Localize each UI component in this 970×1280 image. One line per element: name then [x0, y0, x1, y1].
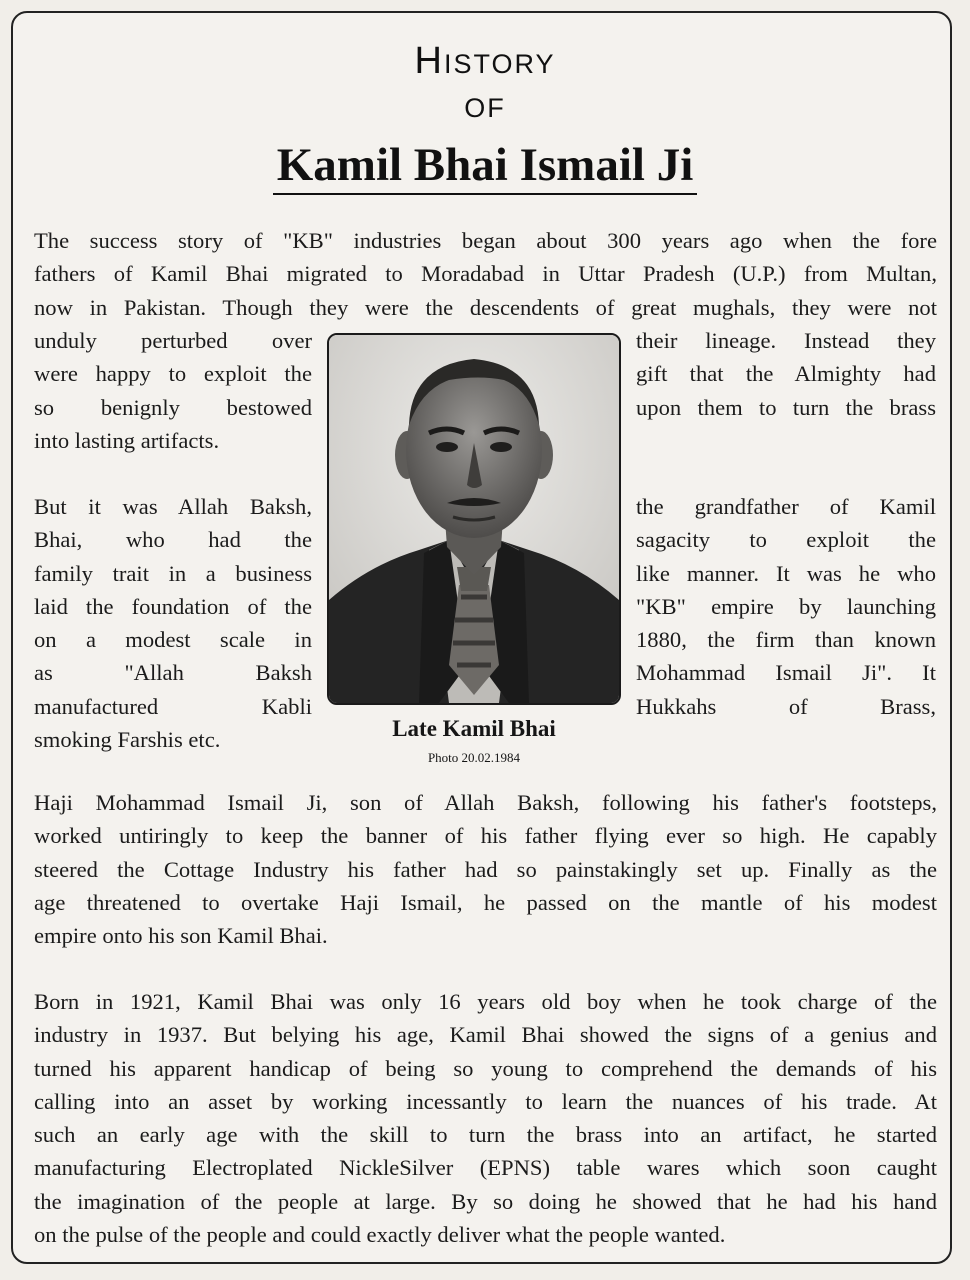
text-line: Haji Mohammad Ismail Ji, son of Allah Baksh, following his father's footsteps, [34, 790, 937, 815]
text-line: steered the Cottage Industry his father had so painstakingly set up. Finally as the [34, 856, 937, 882]
text-line: Mohammad Ismail Ji". It [636, 660, 936, 686]
text-line: calling into an asset by working incessantly to learn the nuances of his trade. At [34, 1088, 937, 1114]
text-line: 1880, the firm than known [636, 627, 936, 653]
text-line: such an early age with the skill to turn the brass into an artifact, he started [34, 1122, 937, 1148]
text-line: on the pulse of the people and could exactly deliver what the people wanted. [34, 1222, 726, 1248]
text-line: into lasting artifacts. [34, 427, 220, 453]
text-line: on a modest scale in [34, 627, 312, 653]
text-line: empire onto his son Kamil Bhai. [34, 923, 328, 949]
text-line: their lineage. Instead they [636, 328, 936, 353]
text-line: the grandfather of Kamil [636, 494, 936, 519]
heading-history: HISTORY [414, 40, 556, 82]
photo-caption: Late Kamil Bhai [392, 716, 556, 741]
photo-date: Photo 20.02.1984 [427, 750, 521, 765]
text-line: Bhai, who had the [34, 527, 312, 553]
intro-paragraph-left [34, 324, 312, 457]
text-line: The success story of "KB" industries began about 300 years ago when the fore [34, 228, 937, 253]
heading-of: OF [464, 93, 506, 123]
intro-paragraph-top [34, 224, 937, 324]
text-line: Born in 1921, Kamil Bhai was only 16 years old boy when he took charge of the [34, 989, 937, 1014]
text-line: manufacturing Electroplated NickleSilver (EPNS) table wares which soon caught [34, 1155, 937, 1181]
text-line: "KB" empire by launching [636, 593, 936, 619]
text-line: laid the foundation of the [34, 593, 312, 619]
text-line: were happy to exploit the [34, 361, 312, 387]
text-line: manufactured Kabli [34, 693, 312, 719]
text-line: turned his apparent handicap of being so young to comprehend the demands of his [34, 1055, 937, 1081]
intro-paragraph-right [636, 324, 936, 424]
paragraph-2-left [34, 490, 312, 756]
text-line: so benignly bestowed [34, 394, 312, 420]
paragraph-3 [34, 786, 937, 952]
portrait-image [329, 335, 619, 703]
heading-name: Kamil Bhai Ismail Ji [0, 138, 970, 192]
paragraph-4 [34, 985, 937, 1251]
text-line: industry in 1937. But belying his age, Kamil Bhai showed the signs of a genius and [34, 1022, 937, 1048]
text-line: family trait in a business [34, 560, 312, 586]
text-line: unduly perturbed over [34, 328, 312, 353]
text-line: fathers of Kamil Bhai migrated to Moradabad in Uttar Pradesh (U.P.) from Multan, [34, 261, 937, 287]
text-line: gift that the Almighty had [636, 361, 936, 387]
text-line: But it was Allah Baksh, [34, 494, 312, 519]
text-line: worked untiringly to keep the banner of his father flying ever so high. He capably [34, 823, 937, 849]
text-line: age threatened to overtake Haji Ismail, he passed on the mantle of his modest [34, 889, 937, 915]
text-line: like manner. It was he who [636, 560, 936, 586]
text-line: sagacity to exploit the [636, 527, 936, 553]
text-line: upon them to turn the brass [636, 394, 936, 420]
text-line: the imagination of the people at large. By so doing he showed that he had his hand [34, 1188, 937, 1214]
portrait-photo [327, 333, 621, 705]
paragraph-2-right [636, 490, 936, 723]
text-line: as "Allah Baksh [34, 660, 312, 686]
text-line: smoking Farshis etc. [34, 727, 221, 753]
text-line: now in Pakistan. Though they were the descendents of great mughals, they were not [34, 294, 937, 320]
text-line: Hukkahs of Brass, [636, 693, 936, 719]
